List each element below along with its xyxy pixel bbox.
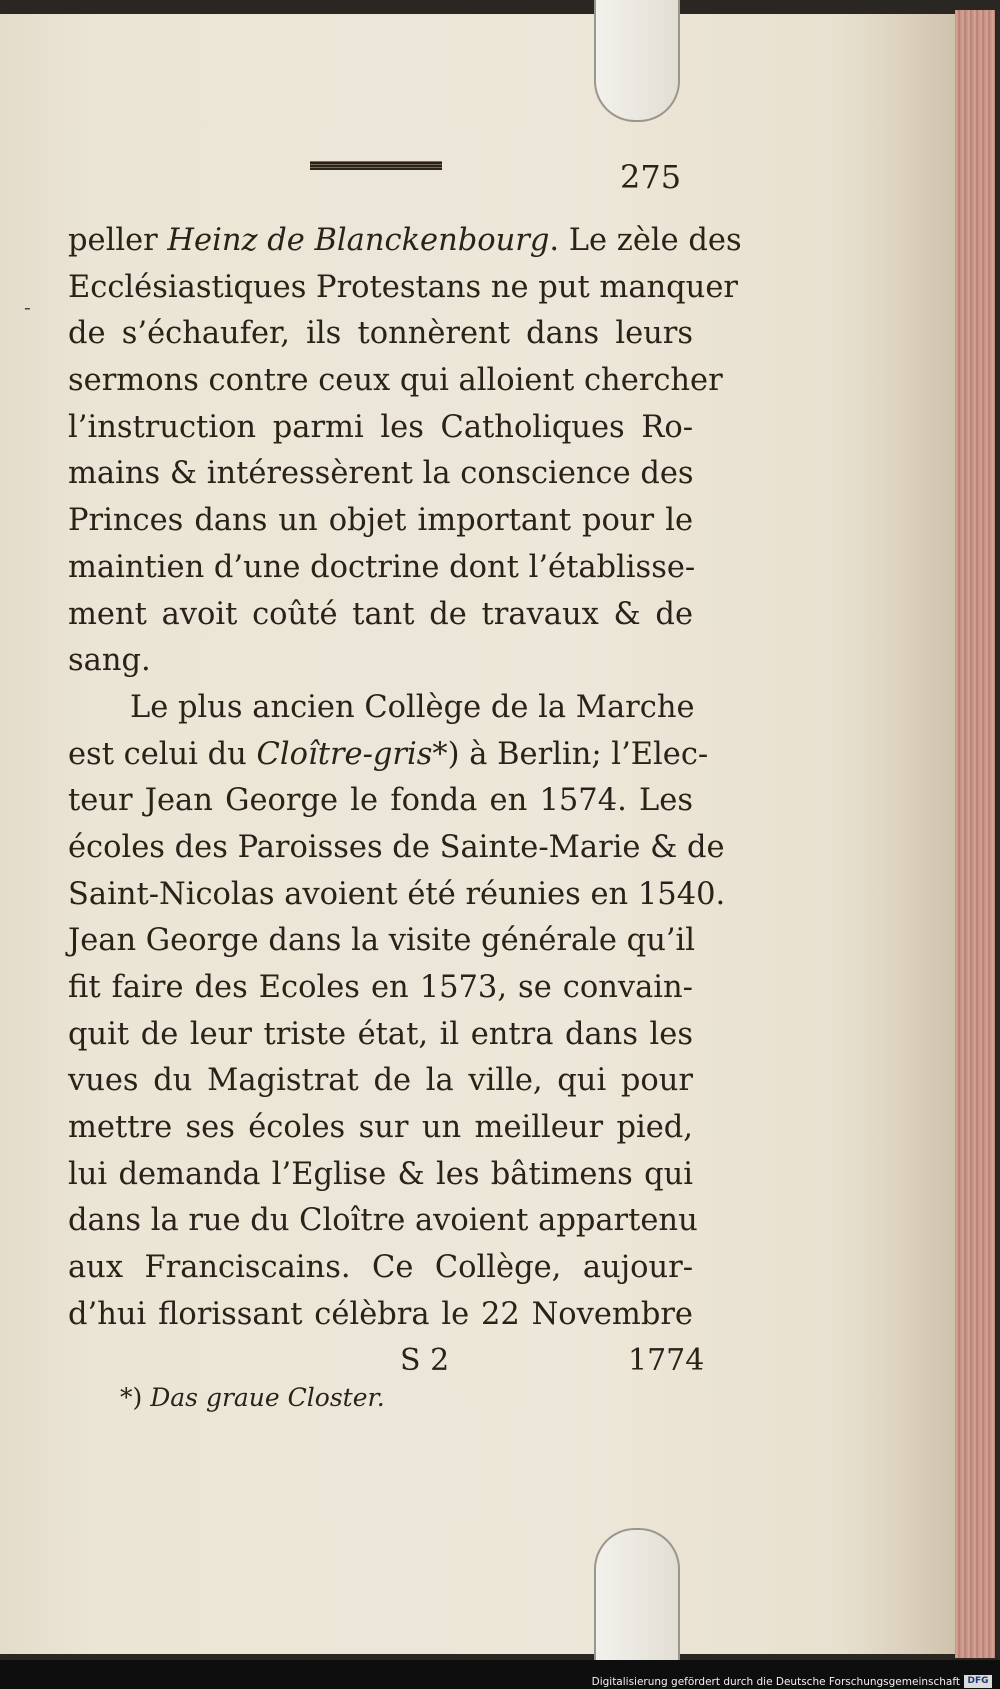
text-run: mettre ses écoles sur un meilleur pied, bbox=[68, 1110, 693, 1146]
text-run: quit de leur triste état, il entra dans les bbox=[68, 1016, 693, 1052]
text-line bbox=[68, 825, 725, 872]
text-line bbox=[68, 451, 693, 498]
footer-credit: Digitalisierung gefördert durch die Deutsche Forschungsgemeinschaft bbox=[591, 1676, 960, 1688]
text-run: Le plus ancien Collège de la Marche bbox=[130, 689, 695, 725]
text-run: sermons contre ceux qui alloient chercher bbox=[68, 363, 723, 399]
text-line bbox=[68, 638, 693, 685]
text-line bbox=[68, 778, 693, 825]
text-run: fit faire des Ecoles en 1573, se convain- bbox=[68, 970, 693, 1005]
text-line bbox=[68, 918, 696, 965]
text-line bbox=[68, 405, 693, 452]
page-edge bbox=[955, 10, 995, 1658]
text-run: . Le zèle des bbox=[549, 223, 742, 258]
header-ornament-rule bbox=[310, 161, 442, 170]
text-line bbox=[68, 872, 726, 919]
text-line bbox=[68, 1245, 693, 1292]
text-run: aux Franciscains. Ce Collège, aujour- bbox=[68, 1250, 693, 1286]
text-line bbox=[68, 1292, 693, 1339]
book-clip-top bbox=[594, 0, 680, 122]
text-run: ment avoit coûté tant de travaux & de bbox=[68, 596, 693, 632]
text-run: d’hui florissant célèbra le 22 Novembre bbox=[68, 1296, 693, 1332]
text-run: maintien d’une doctrine dont l’établisse- bbox=[68, 549, 696, 585]
text-line bbox=[68, 218, 742, 265]
signature-mark: S 2 bbox=[400, 1343, 450, 1378]
text-line bbox=[68, 685, 693, 732]
text-line bbox=[68, 1058, 693, 1105]
text-run: Princes dans un objet important pour le bbox=[68, 503, 693, 539]
text-line bbox=[68, 1105, 693, 1152]
text-run: Saint-Nicolas avoient été réunies en 1540. bbox=[68, 876, 726, 912]
text-run: écoles des Paroisses de Sainte-Marie & de bbox=[68, 829, 725, 865]
italic-text: Cloître-gris bbox=[256, 736, 433, 772]
text-run: Ecclésiastiques Protestans ne put manquer bbox=[68, 269, 738, 305]
text-run: peller bbox=[68, 223, 168, 258]
catchword: 1774 bbox=[628, 1343, 705, 1378]
body-text bbox=[68, 218, 742, 1339]
text-line bbox=[68, 1198, 698, 1245]
footnote-marker: *) bbox=[120, 1383, 143, 1412]
text-run: sang. bbox=[68, 643, 151, 679]
text-line bbox=[68, 498, 693, 545]
text-run: l’instruction parmi les Catholiques Ro- bbox=[68, 409, 693, 445]
text-run: dans la rue du Cloître avoient appartenu bbox=[68, 1203, 698, 1239]
text-run: de s’échaufer, ils tonnèrent dans leurs bbox=[68, 316, 693, 352]
margin-mark: - bbox=[24, 295, 31, 319]
dfg-logo: DFG bbox=[964, 1675, 992, 1688]
italic-text: Heinz de Blanckenbourg bbox=[167, 223, 550, 258]
text-line bbox=[68, 311, 693, 358]
text-run: teur Jean George le fonda en 1574. Les bbox=[68, 783, 693, 819]
footnote bbox=[120, 1383, 385, 1412]
text-line bbox=[68, 592, 693, 639]
text-line bbox=[68, 1012, 693, 1059]
text-line bbox=[68, 732, 709, 779]
text-run: vues du Magistrat de la ville, qui pour bbox=[68, 1063, 693, 1099]
text-line bbox=[68, 358, 723, 405]
text-line bbox=[68, 545, 696, 592]
text-run: mains & intéressèrent la conscience des bbox=[68, 456, 694, 492]
text-run: lui demanda l’Eglise & les bâtimens qui bbox=[68, 1156, 693, 1192]
text-line bbox=[68, 265, 738, 312]
page-number: 275 bbox=[620, 158, 682, 196]
text-line bbox=[68, 965, 693, 1012]
footnote-text: Das graue Closter. bbox=[150, 1383, 385, 1412]
text-run: Jean George dans la visite générale qu’il bbox=[68, 923, 696, 959]
text-line bbox=[68, 1152, 693, 1199]
book-clip-bottom bbox=[594, 1528, 680, 1662]
text-run: *) à Berlin; l’Elec- bbox=[432, 736, 709, 772]
text-run: est celui du bbox=[68, 736, 257, 772]
